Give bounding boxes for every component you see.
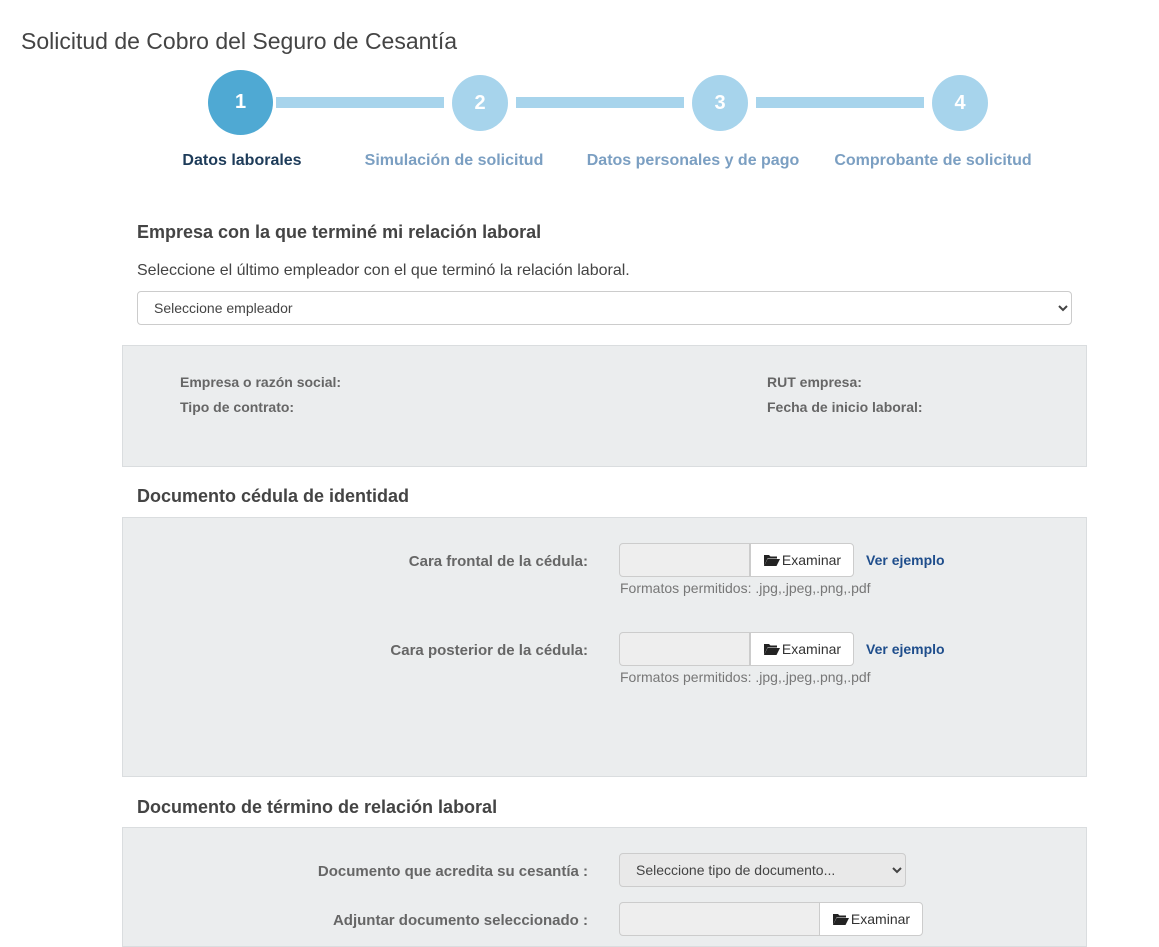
step-connector-1-2	[276, 97, 444, 108]
folder-open-icon	[763, 553, 780, 567]
employer-section-heading: Empresa con la que terminé mi relación laboral	[137, 222, 542, 242]
back-id-example-link[interactable]: Ver ejemplo	[866, 641, 945, 657]
front-id-example-link[interactable]: Ver ejemplo	[866, 552, 945, 568]
company-name-label: Empresa o razón social:	[180, 374, 342, 390]
back-id-formats: Formatos permitidos: .jpg,.jpeg,.png,.pdf	[620, 669, 871, 685]
step-1-circle[interactable]	[208, 70, 273, 135]
attach-doc-examinar-button[interactable]	[819, 902, 923, 936]
front-id-label: Cara frontal de la cédula:	[408, 553, 588, 570]
step-4-circle[interactable]	[932, 75, 988, 131]
front-id-examinar-label: Examinar	[781, 552, 842, 568]
contract-type-label: Tipo de contrato:	[180, 399, 295, 415]
folder-open-icon	[832, 912, 849, 926]
step-3-number: 3	[714, 91, 726, 114]
front-id-examinar-button[interactable]	[750, 543, 854, 577]
step-1-number: 1	[234, 91, 247, 113]
step-connector-3-4	[756, 97, 924, 108]
attach-doc-examinar-label: Examinar	[850, 911, 911, 927]
step-4-label: Comprobante de solicitud	[834, 152, 1032, 169]
attach-doc-file-input[interactable]	[619, 902, 820, 936]
id-panel	[122, 517, 1087, 777]
folder-open-icon	[763, 642, 780, 656]
back-id-file-input[interactable]	[619, 632, 750, 666]
termination-section-heading: Documento de término de relación laboral	[137, 797, 498, 817]
front-id-formats: Formatos permitidos: .jpg,.jpeg,.png,.pdf	[620, 580, 871, 596]
doc-type-select[interactable]	[619, 853, 906, 887]
step-2-label: Simulación de solicitud	[364, 152, 544, 169]
attach-doc-label: Adjuntar documento seleccionado :	[332, 912, 588, 929]
id-section-heading: Documento cédula de identidad	[137, 486, 410, 506]
step-connector-2-3	[516, 97, 684, 108]
back-id-examinar-button[interactable]	[750, 632, 854, 666]
rut-label: RUT empresa:	[767, 374, 862, 390]
back-id-examinar-label: Examinar	[781, 641, 842, 657]
termination-panel	[122, 827, 1087, 947]
employer-select[interactable]	[137, 291, 1072, 325]
back-id-label: Cara posterior de la cédula:	[390, 642, 588, 659]
doc-type-label: Documento que acredita su cesantía :	[317, 863, 588, 880]
employer-info-panel	[122, 345, 1087, 467]
front-id-file-input[interactable]	[619, 543, 750, 577]
step-2-circle[interactable]	[452, 75, 508, 131]
step-2-number: 2	[474, 91, 486, 114]
step-3-circle[interactable]	[692, 75, 748, 131]
employer-helper-text: Seleccione el último empleador con el que terminó la relación laboral.	[137, 262, 630, 279]
page-title: Solicitud de Cobro del Seguro de Cesantía	[21, 28, 458, 54]
step-1-label: Datos laborales	[182, 152, 302, 169]
step-4-number: 4	[954, 91, 966, 114]
step-3-label: Datos personales y de pago	[586, 152, 800, 169]
start-date-label: Fecha de inicio laboral:	[767, 399, 923, 415]
